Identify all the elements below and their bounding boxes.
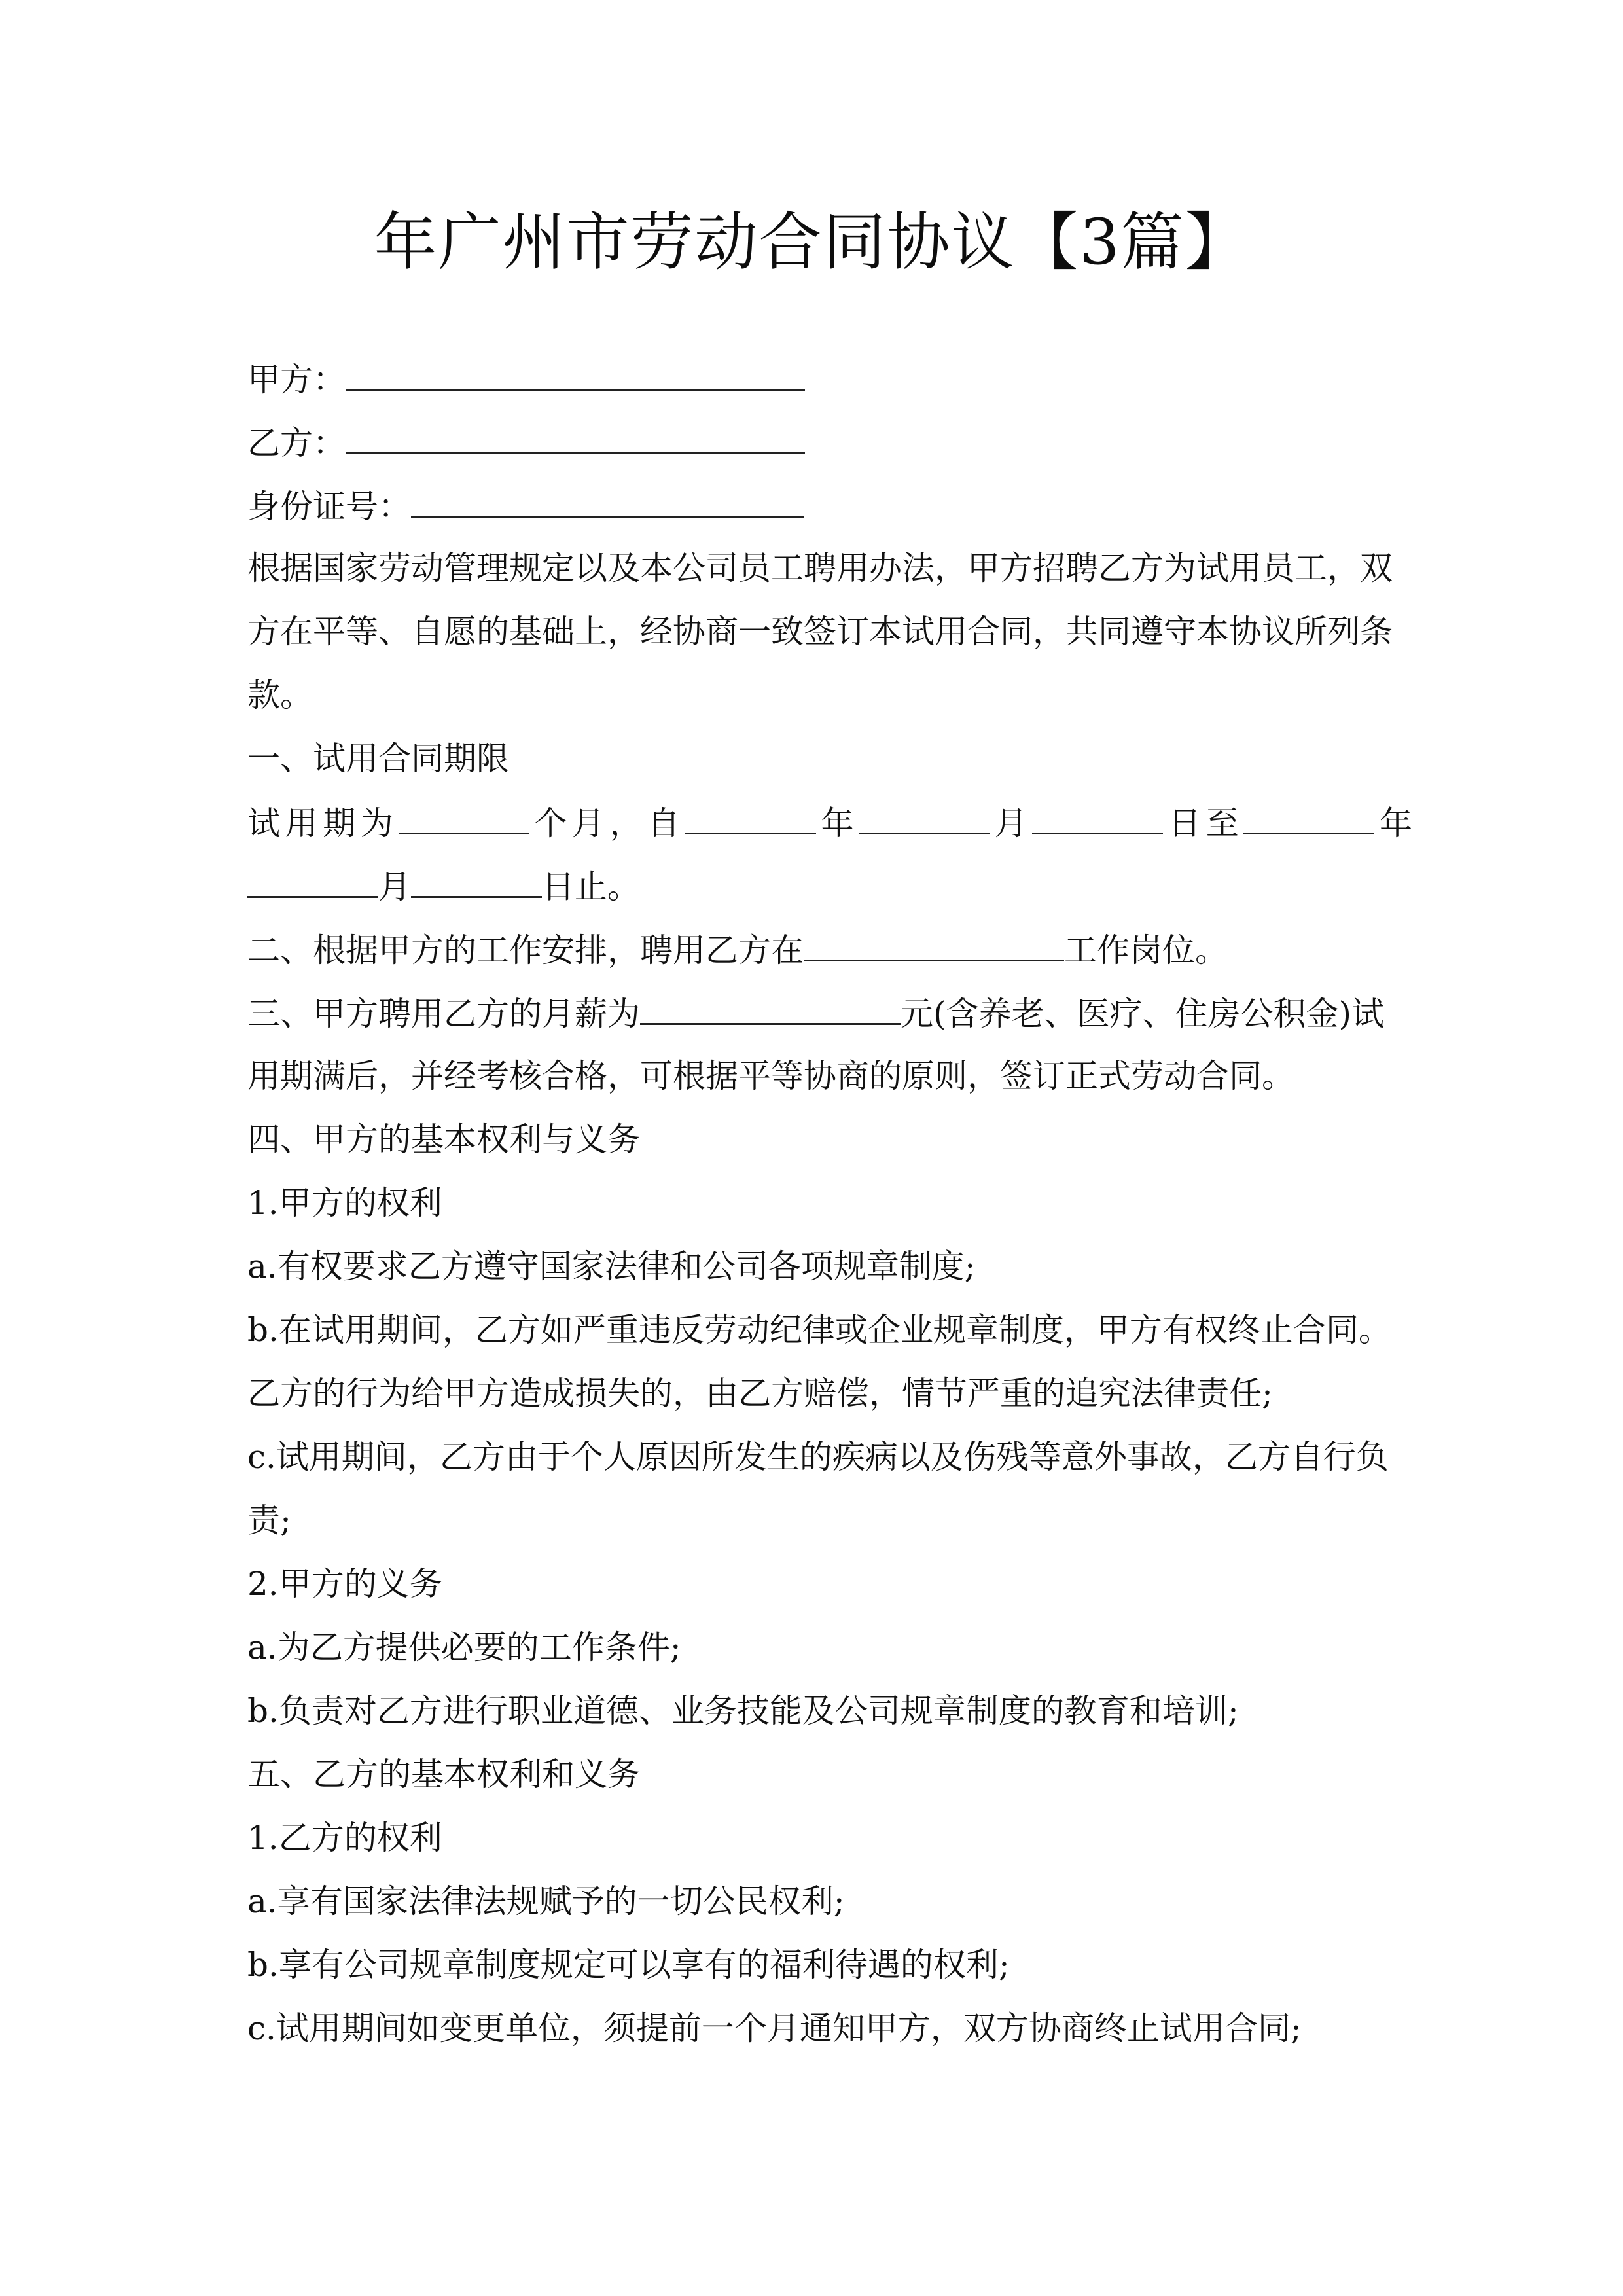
position-blank[interactable] [804, 929, 1064, 961]
party-b-label: 乙方： [247, 424, 346, 462]
party-a-right-c-1: c.试用期间，乙方由于个人原因所发生的疾病以及伤残等意外事故，乙方自行负 [247, 1438, 1389, 1476]
section-3-prefix: 三、甲方聘用乙方的月薪为 [247, 995, 640, 1033]
party-b-right-a: a.享有国家法律法规赋予的一切公民权利; [247, 1882, 845, 1920]
party-a-rights-heading: 1.甲方的权利 [247, 1184, 442, 1222]
party-a-duties-heading: 2.甲方的义务 [247, 1565, 442, 1603]
start-month-blank[interactable] [859, 802, 990, 834]
party-a-field [247, 359, 1412, 399]
end-day-blank[interactable] [411, 866, 542, 898]
party-a-blank[interactable] [346, 359, 805, 391]
trial-text-8: 日止。 [542, 868, 640, 906]
section-3-suffix: 元(含养老、医疗、住房公积金)试 [901, 995, 1385, 1033]
party-a-duty-b: b.负责对乙方进行职业道德、业务技能及公司规章制度的教育和培训; [247, 1692, 1239, 1730]
trial-period-line-2 [247, 866, 1412, 906]
months-blank[interactable] [399, 802, 529, 834]
section-4-heading: 四、甲方的基本权利与义务 [247, 1121, 640, 1158]
end-month-blank[interactable] [247, 866, 378, 898]
id-number-label: 身份证号： [247, 488, 411, 526]
party-b-right-c: c.试用期间如变更单位，须提前一个月通知甲方，双方协商终止试用合同; [247, 2009, 1302, 2047]
section-3-line-2: 用期满后，并经考核合格，可根据平等协商的原则，签订正式劳动合同。 [247, 1057, 1294, 1095]
section-5-heading: 五、乙方的基本权利和义务 [247, 1755, 640, 1793]
salary-blank[interactable] [640, 993, 901, 1025]
trial-text-5: 日至 [1163, 804, 1244, 842]
end-year-blank[interactable] [1243, 802, 1374, 834]
section-2-line [247, 929, 1412, 970]
trial-period-line [247, 802, 1412, 843]
party-a-label: 甲方： [247, 361, 346, 399]
trial-text-2: 个月，自 [529, 804, 685, 842]
section-2-suffix: 工作岗位。 [1064, 931, 1228, 969]
id-number-blank[interactable] [411, 486, 804, 518]
intro-line-3: 款。 [247, 676, 313, 714]
intro-line-2: 方在平等、自愿的基础上，经协商一致签订本试用合同，共同遵守本协议所列条 [247, 613, 1393, 651]
trial-text-3: 年 [815, 804, 859, 842]
trial-text-7: 月 [378, 868, 411, 906]
start-year-blank[interactable] [685, 802, 816, 834]
party-b-field [247, 422, 1412, 463]
party-a-right-b-2: 乙方的行为给甲方造成损失的，由乙方赔偿，情节严重的追究法律责任; [247, 1374, 1273, 1412]
trial-text-6: 年 [1374, 804, 1413, 842]
trial-text-1: 试用期为 [247, 804, 399, 842]
party-a-right-a: a.有权要求乙方遵守国家法律和公司各项规章制度; [247, 1247, 976, 1285]
party-b-right-b: b.享有公司规章制度规定可以享有的福利待遇的权利; [247, 1946, 1010, 1984]
section-1-heading: 一、试用合同期限 [247, 740, 509, 778]
party-a-right-b-1: b.在试用期间，乙方如严重违反劳动纪律或企业规章制度，甲方有权终止合同。 [247, 1311, 1391, 1349]
section-3-line-1 [247, 993, 1412, 1033]
trial-text-4: 月 [990, 804, 1033, 842]
party-a-right-c-2: 责; [247, 1501, 291, 1539]
party-a-duty-a: a.为乙方提供必要的工作条件; [247, 1628, 681, 1666]
intro-line-1: 根据国家劳动管理规定以及本公司员工聘用办法，甲方招聘乙方为试用员工，双 [247, 549, 1393, 587]
party-b-blank[interactable] [346, 422, 805, 454]
start-day-blank[interactable] [1032, 802, 1163, 834]
page-title: 年广州市劳动合同协议【3篇】 [374, 206, 1249, 279]
section-2-prefix: 二、根据甲方的工作安排，聘用乙方在 [247, 931, 804, 969]
id-number-field [247, 486, 1412, 526]
party-b-rights-heading: 1.乙方的权利 [247, 1819, 442, 1857]
